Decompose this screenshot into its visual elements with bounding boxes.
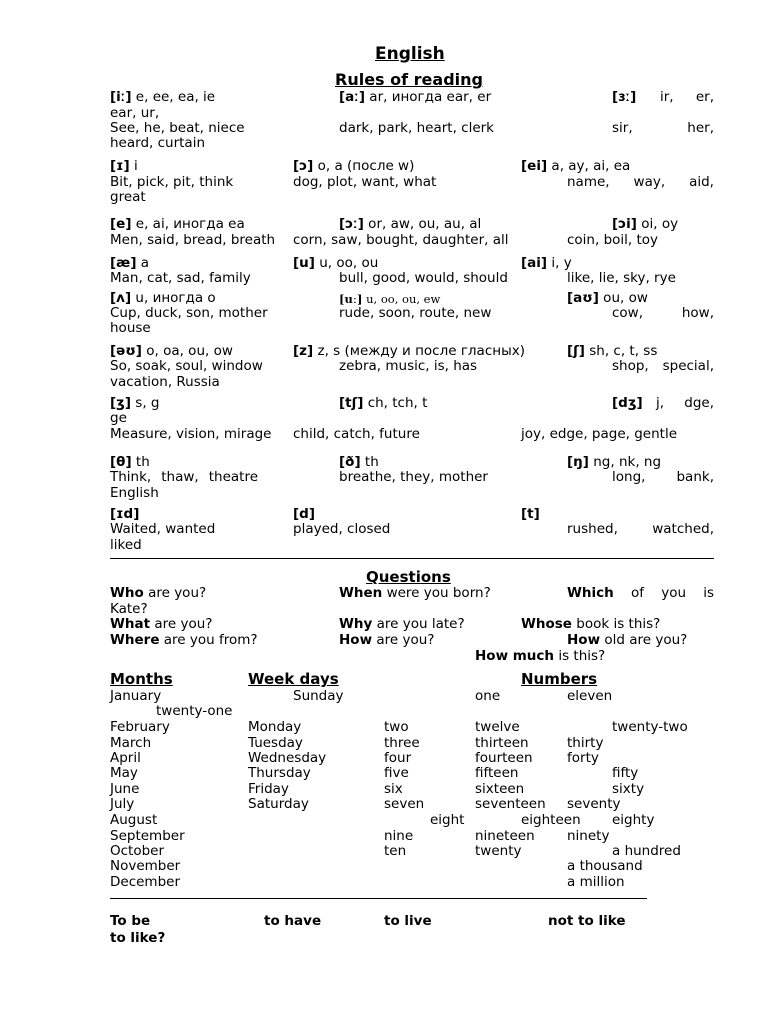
number: five <box>384 765 409 781</box>
number: seventeen <box>475 796 546 812</box>
question-why: Why are you late? <box>339 616 465 632</box>
rule-5-3: [aʊ] ou, ow <box>567 290 648 306</box>
rule-7-1: [ʒ] s, g <box>110 395 160 411</box>
rule-7-3-spelling: j, dge, <box>656 395 714 411</box>
month: August <box>110 812 158 828</box>
rule-9-3-symbol: [t] <box>521 506 540 522</box>
rule-9-2-example: played, closed <box>293 521 391 537</box>
rule-7-3-symbol: [dʒ] <box>612 395 643 411</box>
rule-3-1: [e] e, ai, иногда ea <box>110 216 245 232</box>
weekday: Friday <box>248 781 289 797</box>
rule-8-1-example-wrap: English <box>110 485 159 501</box>
rule-9-1-example: Waited, wanted <box>110 521 216 537</box>
rule-1-1-wrap: ear, ur, <box>110 105 160 121</box>
number: ninety <box>567 828 610 844</box>
question-which-wrap: Kate? <box>110 601 148 617</box>
question-who: Who are you? <box>110 585 207 601</box>
month: October <box>110 843 165 859</box>
question-which: Which <box>567 585 614 601</box>
rule-5-1-example-wrap: house <box>110 320 151 336</box>
rule-7-1-example: Measure, vision, mirage <box>110 426 272 442</box>
rule-1-1-example: See, he, beat, niece <box>110 120 245 136</box>
rule-1-3-example: sir, her, <box>612 120 714 136</box>
rule-9-3-example: rushed, watched, <box>567 521 714 537</box>
rule-2-1-example: Bit, pick, pit, think <box>110 174 234 190</box>
rule-3-3: [ɔi] oi, oy <box>612 216 679 232</box>
weekday: Saturday <box>248 796 309 812</box>
question-how-much: How much is this? <box>475 648 606 664</box>
rule-6-1-example: So, soak, soul, window <box>110 358 263 374</box>
rule-6-1: [əʊ] o, oa, ou, ow <box>110 343 233 359</box>
questions-heading: Questions <box>366 568 451 586</box>
number: a million <box>567 874 625 890</box>
rule-7-2-example: child, catch, future <box>293 426 420 442</box>
weekday: Wednesday <box>248 750 327 766</box>
rule-7-1-wrap: ge <box>110 410 127 426</box>
verb: to live <box>384 913 432 929</box>
rule-3-2-example: corn, saw, bought, daughter, all <box>293 232 509 248</box>
number: four <box>384 750 412 766</box>
rule-2-3: [ei] a, ay, ai, ea <box>521 158 631 174</box>
rule-8-3: [ŋ] ng, nk, ng <box>567 454 662 470</box>
rule-5-1: [ʌ] u, иногда o <box>110 290 216 306</box>
month: November <box>110 858 181 874</box>
question-how: How are you? <box>339 632 435 648</box>
number: one <box>475 688 501 704</box>
rule-7-2: [tʃ] ch, tch, t <box>339 395 428 411</box>
rule-5-1-example: Cup, duck, son, mother <box>110 305 268 321</box>
number: twenty-one <box>156 703 233 719</box>
rule-4-1-example: Man, cat, sad, family <box>110 270 251 286</box>
rule-2-3-example-wrap: great <box>110 189 146 205</box>
weekday: Monday <box>248 719 302 735</box>
number: three <box>384 735 420 751</box>
month: December <box>110 874 181 890</box>
rule-8-2-example: breathe, they, mother <box>339 469 488 485</box>
number: a hundred <box>612 843 681 859</box>
question-when: When were you born? <box>339 585 491 601</box>
weekday: Tuesday <box>248 735 303 751</box>
number: six <box>384 781 403 797</box>
number: thirty <box>567 735 604 751</box>
number: eight <box>430 812 465 828</box>
divider-rules <box>110 558 714 559</box>
rule-4-2: [u] u, oo, ou <box>293 255 379 271</box>
rule-6-3-example: shop, special, <box>612 358 714 374</box>
page-title: English <box>375 44 445 64</box>
months-heading: Months <box>110 670 173 688</box>
month: July <box>110 796 135 812</box>
rule-4-3-example: like, lie, sky, rye <box>567 270 676 286</box>
rule-5-3-example: cow, how, <box>612 305 714 321</box>
number: eighteen <box>521 812 581 828</box>
rule-4-1: [æ] a <box>110 255 150 271</box>
rule-6-3: [ʃ] sh, c, t, ss <box>567 343 658 359</box>
month: January <box>110 688 162 704</box>
rule-1-1-example-wrap: heard, curtain <box>110 135 206 151</box>
question-what: What are you? <box>110 616 213 632</box>
number: seven <box>384 796 425 812</box>
rule-3-3-example: coin, boil, toy <box>567 232 659 248</box>
rule-2-2-example: dog, plot, want, what <box>293 174 437 190</box>
verb: To be <box>110 913 151 929</box>
rule-4-3: [ai] i, y <box>521 255 572 271</box>
number: a thousand <box>567 858 643 874</box>
number: fifteen <box>475 765 519 781</box>
rule-5-2: [uː] u, oo, ou, ew <box>339 292 441 306</box>
rule-8-1-example: Think, thaw, theatre <box>110 469 258 485</box>
question-how-old: How old are you? <box>567 632 688 648</box>
rule-1-3-spelling: ir, er, <box>660 89 714 105</box>
question-which-words: of you is <box>631 585 714 601</box>
month: February <box>110 719 170 735</box>
rule-2-1: [ɪ] i <box>110 158 138 174</box>
verb: not to like <box>548 913 626 929</box>
month: April <box>110 750 141 766</box>
number: twelve <box>475 719 520 735</box>
number: two <box>384 719 409 735</box>
weekday: Thursday <box>248 765 311 781</box>
rule-1-3-symbol: [ɜː] <box>612 89 637 105</box>
number: twenty <box>475 843 522 859</box>
rule-8-3-example: long, bank, <box>612 469 714 485</box>
rule-3-1-example: Men, said, bread, breath <box>110 232 276 248</box>
number: eleven <box>567 688 613 704</box>
number: forty <box>567 750 599 766</box>
weekday: Sunday <box>293 688 344 704</box>
rule-2-3-example: name, way, aid, <box>567 174 714 190</box>
number: fifty <box>612 765 639 781</box>
verb: to have <box>264 913 322 929</box>
number: sixty <box>612 781 645 797</box>
rule-1-1: [iː] e, ee, ea, ie <box>110 89 216 105</box>
rule-6-2-example: zebra, music, is, has <box>339 358 478 374</box>
month: June <box>110 781 140 797</box>
rule-1-2: [aː] ar, иногда ear, er <box>339 89 492 105</box>
number: thirteen <box>475 735 529 751</box>
rule-3-2: [ɔː] or, aw, ou, au, al <box>339 216 482 232</box>
question-whose: Whose book is this? <box>521 616 661 632</box>
month: September <box>110 828 185 844</box>
number: nine <box>384 828 414 844</box>
rule-9-1-example-wrap: liked <box>110 537 142 553</box>
rule-8-2: [ð] th <box>339 454 379 470</box>
month: May <box>110 765 138 781</box>
rule-8-1: [θ] th <box>110 454 150 470</box>
number: nineteen <box>475 828 535 844</box>
rule-9-1-symbol: [ɪd] <box>110 506 140 522</box>
rule-7-3-example: joy, edge, page, gentle <box>521 426 677 442</box>
rule-9-2-symbol: [d] <box>293 506 316 522</box>
number: twenty-two <box>612 719 688 735</box>
rule-6-2: [z] z, s (между и после гласных) <box>293 343 525 359</box>
rule-1-2-example: dark, park, heart, clerk <box>339 120 494 136</box>
rule-4-2-example: bull, good, would, should <box>339 270 508 286</box>
question-where: Where are you from? <box>110 632 258 648</box>
number: eighty <box>612 812 655 828</box>
numbers-heading: Numbers <box>521 670 598 688</box>
number: fourteen <box>475 750 533 766</box>
number: ten <box>384 843 407 859</box>
weekdays-heading: Week days <box>248 670 339 688</box>
number: seventy <box>567 796 621 812</box>
rule-6-1-example-wrap: vacation, Russia <box>110 374 220 390</box>
number: sixteen <box>475 781 525 797</box>
month: March <box>110 735 152 751</box>
divider-lists <box>110 898 647 899</box>
verb: to like? <box>110 930 166 946</box>
page-subtitle: Rules of reading <box>335 70 483 89</box>
rule-5-2-example: rude, soon, route, new <box>339 305 492 321</box>
rule-2-2: [ɔ] o, a (после w) <box>293 158 415 174</box>
